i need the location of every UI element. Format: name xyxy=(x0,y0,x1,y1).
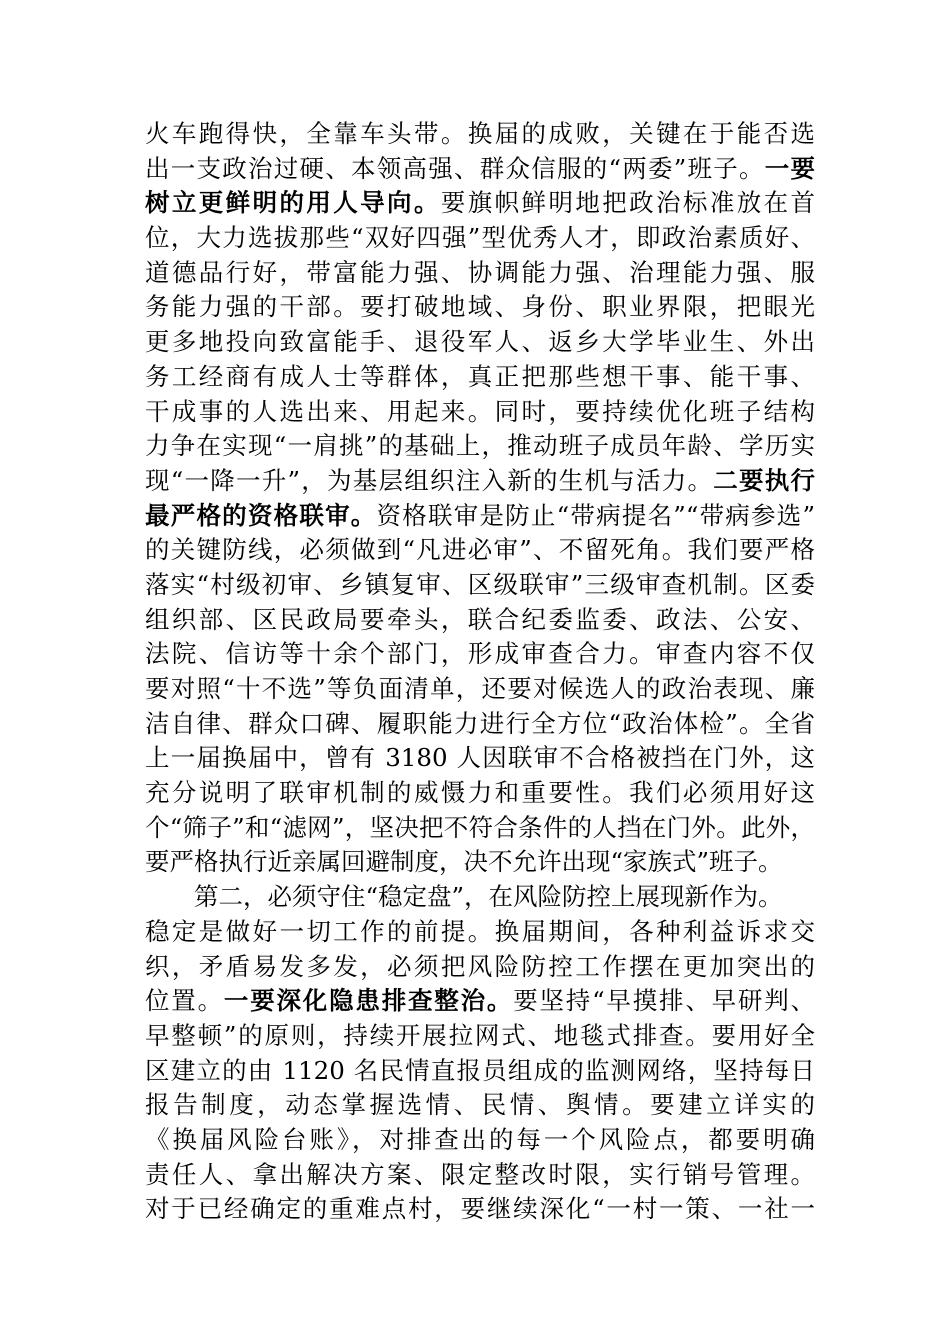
text-line xyxy=(145,1054,815,1089)
document-body xyxy=(145,117,815,1227)
text-line xyxy=(145,776,815,811)
text-line xyxy=(145,1123,815,1158)
text-line xyxy=(145,811,815,846)
bold-heading-run: 一要深化隐患排查整治。 xyxy=(223,986,514,1016)
text-line xyxy=(145,568,815,603)
text-run: 责任人、拿出解决方案、限定整改时限，实行销号管理。 xyxy=(145,1159,815,1189)
text-line xyxy=(145,429,815,464)
text-run: 要严格执行近亲属回避制度，决不允许出现“家族式”班子。 xyxy=(145,847,783,877)
text-run: 要坚持“早摸排、早研判、 xyxy=(513,986,815,1016)
text-line xyxy=(145,915,815,950)
text-line xyxy=(145,1158,815,1193)
text-run: 报告制度，动态掌握选情、民情、舆情。要建立详实的 xyxy=(145,1090,815,1120)
text-run: 早整顿”的原则，持续开展拉网式、地毯式排查。要用好全 xyxy=(145,1020,815,1050)
text-line xyxy=(145,741,815,776)
text-run: 干成事的人选出来、用起来。同时，要持续优化班子结构 xyxy=(145,396,815,426)
text-run: 力争在实现“一肩挑”的基础上，推动班子成员年龄、学历实 xyxy=(145,431,815,461)
text-line xyxy=(145,672,815,707)
text-run: 要对照“十不选”等负面清单，还要对候选人的政治表现、廉 xyxy=(145,674,815,703)
text-line xyxy=(145,499,815,534)
text-run: 充分说明了联审机制的威慑力和重要性。我们必须用好这 xyxy=(145,778,815,808)
text-run: 上一届换届中，曾有 3180 人因联审不合格被挡在门外，这 xyxy=(145,743,815,773)
text-run: 第二，必须守住“稳定盘”，在风险防控上展现新作为。 xyxy=(194,882,783,912)
text-line xyxy=(145,1192,815,1227)
text-run: 资格联审是防止“带病提名”“带病参选” xyxy=(376,500,815,530)
text-run: 的关键防线，必须做到“凡进必审”、不留死角。我们要严格 xyxy=(145,535,815,565)
text-line xyxy=(145,152,815,187)
text-run: 稳定是做好一切工作的前提。换届期间，各种利益诉求交 xyxy=(145,916,815,946)
text-line xyxy=(145,1019,815,1054)
text-run: 务能力强的干部。要打破地域、身份、职业界限，把眼光 xyxy=(145,292,815,322)
text-run: 织，矛盾易发多发，必须把风险防控工作摆在更加突出的 xyxy=(145,951,815,981)
text-line xyxy=(145,845,815,880)
text-line xyxy=(145,221,815,256)
text-run: 洁自律、群众口碑、履职能力进行全方位“政治体检”。全省 xyxy=(145,708,815,738)
bold-heading-run: 一要 xyxy=(764,153,815,183)
text-line xyxy=(145,880,815,915)
text-run: 位置。 xyxy=(145,986,224,1016)
text-run: 要旗帜鲜明地把政治标准放在首 xyxy=(440,188,815,218)
text-line xyxy=(145,256,815,291)
text-run: 现“一降一升”，为基层组织注入新的生机与活力。 xyxy=(145,465,714,495)
text-line xyxy=(145,464,815,499)
text-line xyxy=(145,707,815,742)
text-line xyxy=(145,395,815,430)
text-line xyxy=(145,984,815,1019)
text-run: 《换届风险台账》，对排查出的每一个风险点，都要明确 xyxy=(145,1124,815,1154)
text-run: 务工经商有成人士等群体，真正把那些想干事、能干事、 xyxy=(145,361,815,391)
text-line xyxy=(145,1088,815,1123)
text-run: 位，大力选拔那些“双好四强”型优秀人才，即政治素质好、 xyxy=(145,223,815,253)
text-run: 对于已经确定的重难点村，要继续深化“一村一策、一社一 xyxy=(145,1194,815,1224)
text-line xyxy=(145,950,815,985)
text-run: 落实“村级初审、乡镇复审、区级联审”三级审查机制。区委 xyxy=(145,569,815,599)
text-run: 个“筛子”和“滤网”，坚决把不符合条件的人挡在门外。此外， xyxy=(145,812,815,842)
text-line xyxy=(145,186,815,221)
text-run: 火车跑得快，全靠车头带。换届的成败，关键在于能否选 xyxy=(145,119,815,148)
text-run: 区建立的由 1120 名民情直报员组成的监测网络，坚持每日 xyxy=(145,1055,815,1085)
text-line xyxy=(145,117,815,152)
bold-heading-run: 树立更鲜明的用人导向。 xyxy=(145,188,441,218)
text-run: 法院、信访等十余个部门，形成审查合力。审查内容不仅 xyxy=(145,639,815,669)
text-run: 组织部、区民政局要牵头，联合纪委监委、政法、公安、 xyxy=(145,604,815,634)
text-line xyxy=(145,637,815,672)
text-line xyxy=(145,325,815,360)
text-line xyxy=(145,533,815,568)
text-run: 更多地投向致富能手、退役军人、返乡大学毕业生、外出 xyxy=(145,327,815,357)
text-run: 道德品行好，带富能力强、协调能力强、治理能力强、服 xyxy=(145,257,815,287)
bold-heading-run: 二要执行 xyxy=(713,465,815,495)
text-line xyxy=(145,360,815,395)
text-line xyxy=(145,603,815,638)
bold-heading-run: 最严格的资格联审。 xyxy=(145,500,377,530)
text-line xyxy=(145,290,815,325)
text-run: 出一支政治过硬、本领高强、群众信服的“两委”班子。 xyxy=(145,153,765,183)
